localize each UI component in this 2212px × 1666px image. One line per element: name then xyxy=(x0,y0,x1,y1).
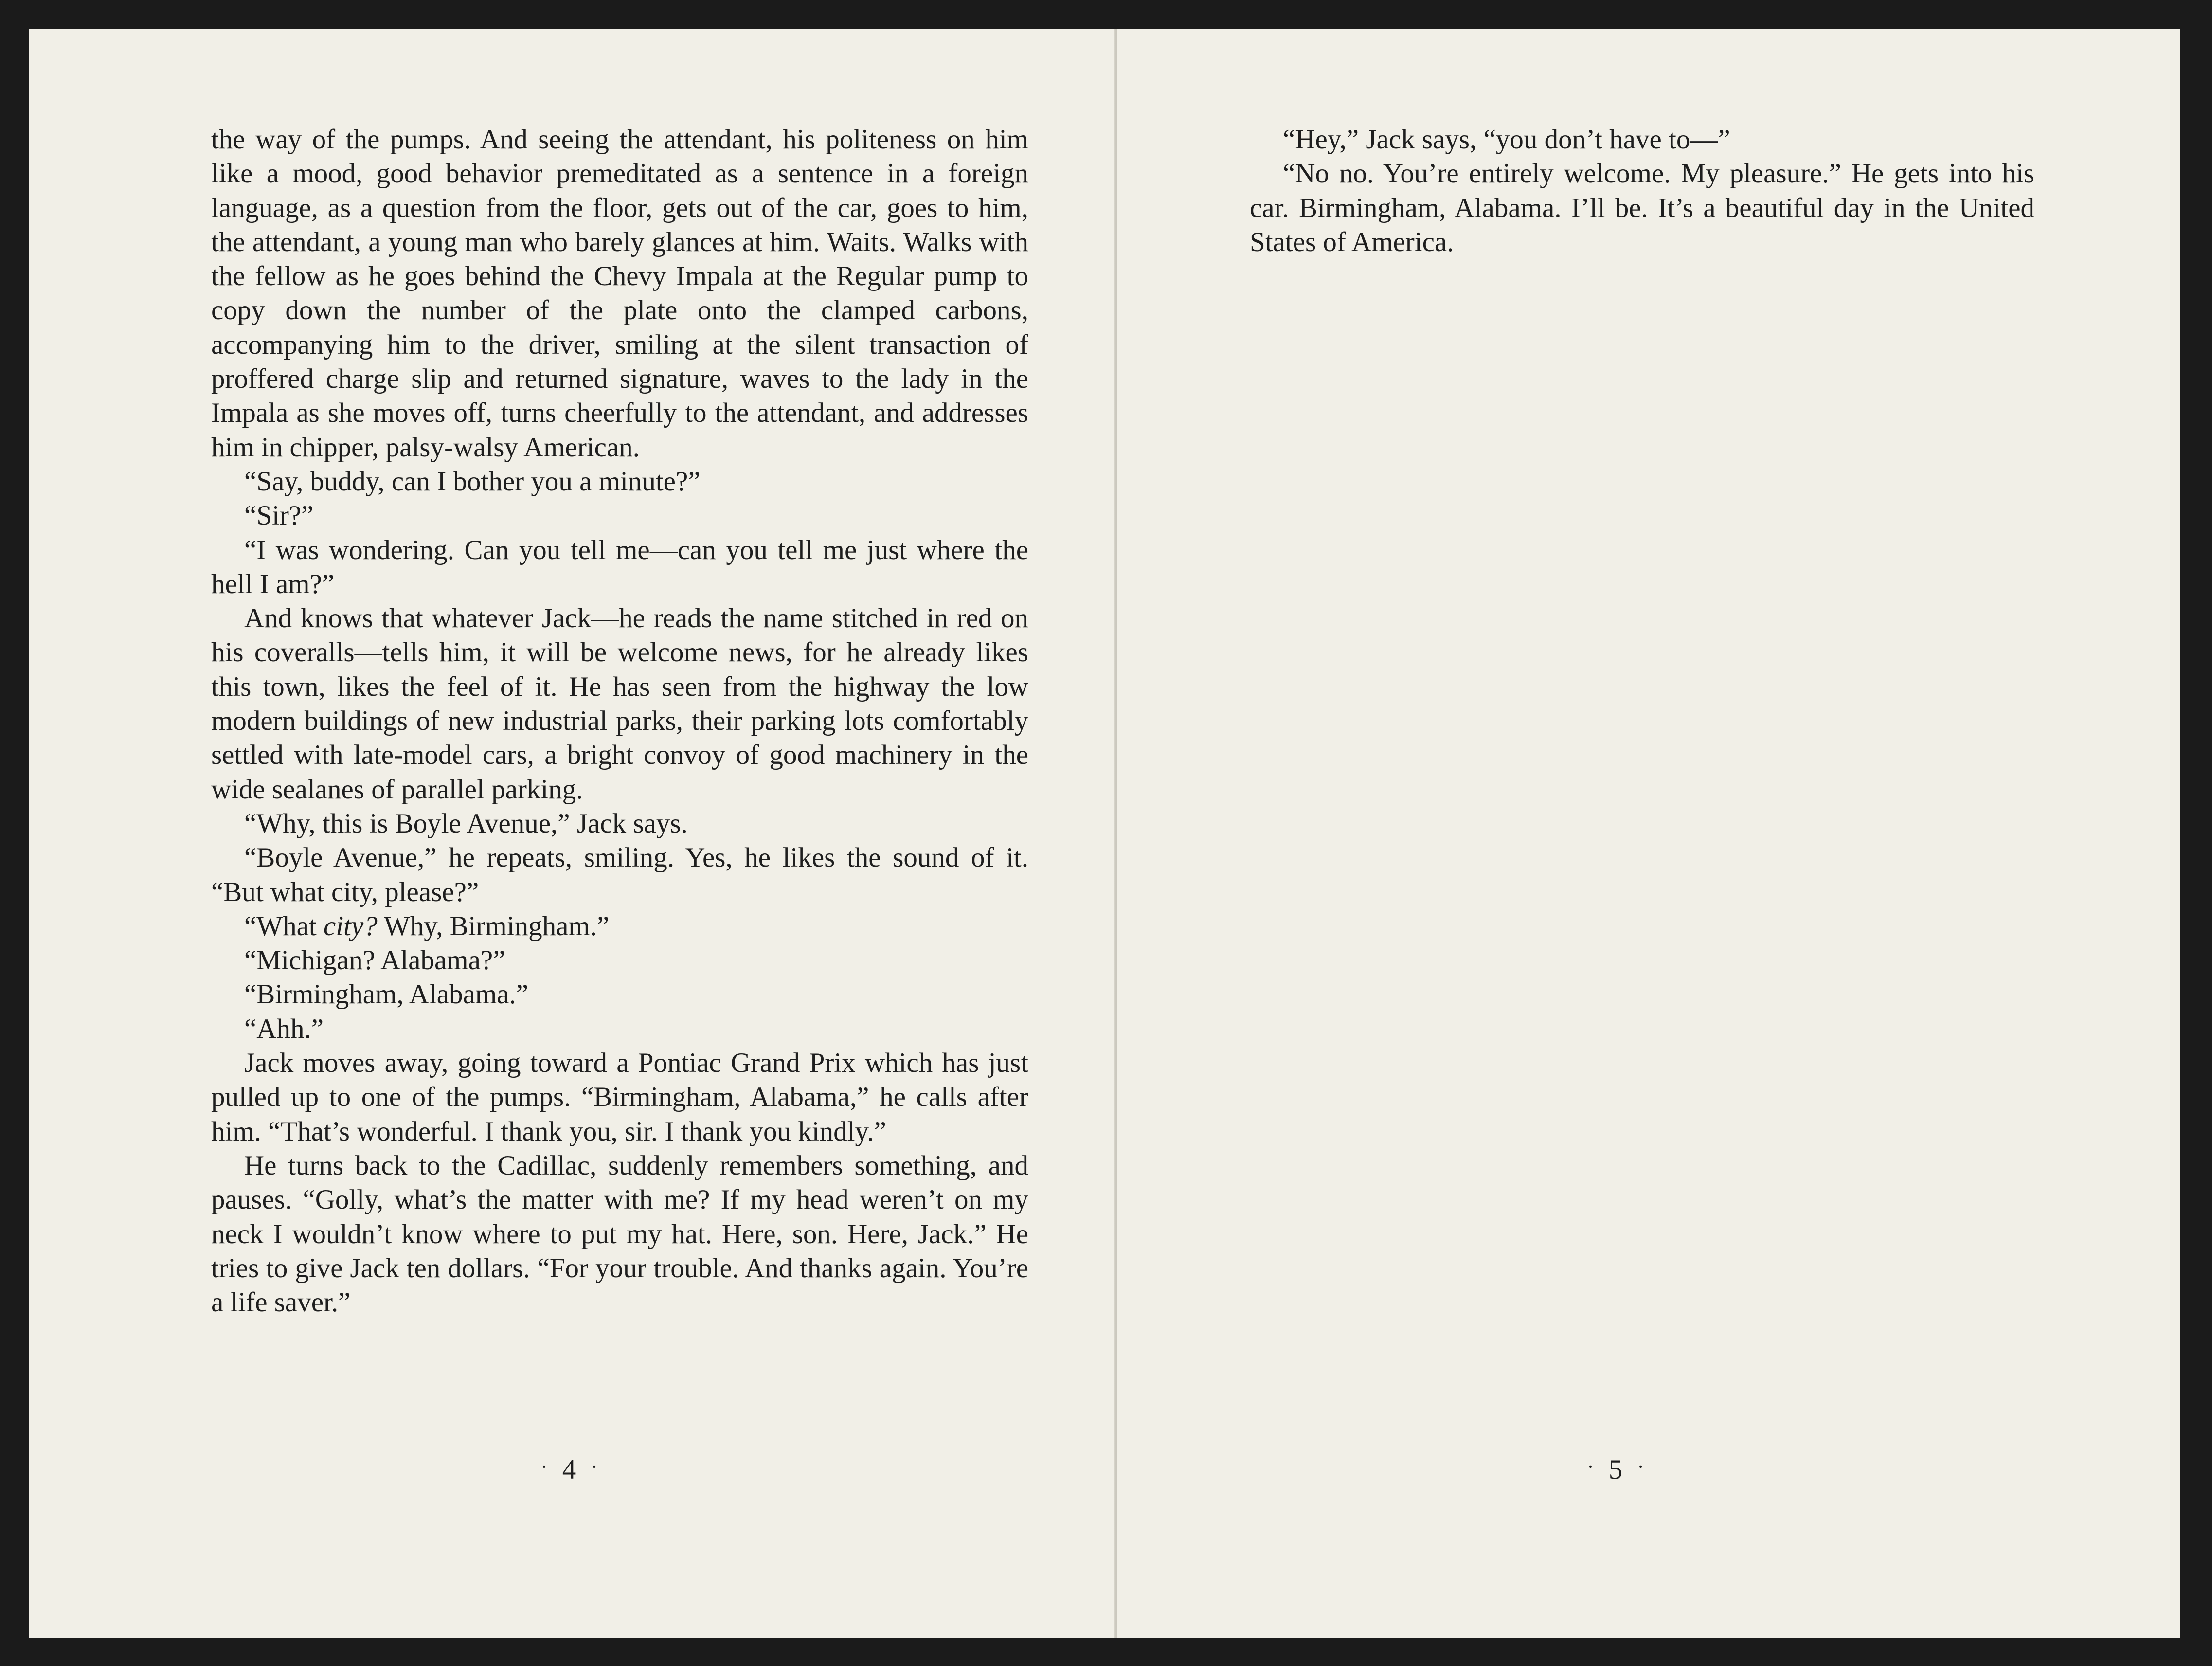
right-page xyxy=(1117,29,2180,1638)
folio-dot: · xyxy=(1587,1455,1594,1479)
page-number xyxy=(1552,1454,1679,1485)
paragraph: “Why, this is Boyle Avenue,” Jack says. xyxy=(244,808,688,839)
paragraph xyxy=(211,909,1028,943)
folio-dot: · xyxy=(540,1455,548,1479)
paragraph: And knows that whatever Jack—he reads the name stitched in red on his coveralls—tells him, it will be welcome news, for he already likes this town, likes the feel of it. He has seen from the highway the low modern buildings of new industrial parks, their parking lots comfortably settled with late-model cars, a bright convoy of good machinery in the wide sealanes of parallel parking. xyxy=(211,603,1028,805)
paragraph: “Say, buddy, can I bother you a minute?” xyxy=(244,466,701,497)
folio-dot: · xyxy=(591,1455,598,1479)
right-page-text xyxy=(1250,123,2034,259)
page-number-value: 4 xyxy=(562,1454,576,1485)
paragraph-text: Why, Birmingham.” xyxy=(377,910,610,942)
paragraph: the way of the pumps. And seeing the attendant, his politeness on him like a mood, good behavior premeditated as a sentence in a foreign language, as a question from the floor, gets out of the car, goes to him, the attendant, a young man who barely glances at him. Waits. Walks with the fellow as he goes behind the Chevy Impala at the Regular pump to copy down the number of the plate onto the clamped carbons, accompanying him to the driver, smiling at the silent transaction of proffered charge slip and returned signature, waves to the lady in the Impala as she moves off, turns cheerfully to the attendant, and addresses him in chipper, palsy-walsy American. xyxy=(211,124,1028,463)
paragraph: Jack moves away, going toward a Pontiac Grand Prix which has just pulled up to one of the pumps. “Birmingham, Alabama,” he calls after him. “That’s wonderful. I thank you, sir. I thank you kindly.” xyxy=(211,1048,1028,1147)
left-page-text xyxy=(211,123,1028,1320)
left-page xyxy=(29,29,1115,1638)
paragraph: “No no. You’re entirely welcome. My pleasure.” He gets into his car. Birmingham, Alabama. I’ll be. It’s a beautiful day in the United States of America. xyxy=(1250,158,2034,257)
page-number-value: 5 xyxy=(1608,1454,1623,1485)
folio-dot: · xyxy=(1637,1455,1644,1479)
page-number xyxy=(506,1454,632,1485)
paragraph: “Ahh.” xyxy=(244,1013,324,1044)
paragraph: “I was wondering. Can you tell me—can you tell me just where the hell I am?” xyxy=(211,534,1028,599)
italic-text: city? xyxy=(323,910,378,942)
paragraph: He turns back to the Cadillac, suddenly remembers something, and pauses. “Golly, what’s the matter with me? If my head weren’t on my neck I wouldn’t know where to put my hat. Here, son. Here, Jack.” He tries to give Jack ten dollars. “For your trouble. And thanks again. You’re a life saver.” xyxy=(211,1150,1028,1318)
paragraph: “Michigan? Alabama?” xyxy=(244,945,505,976)
paragraph: “Boyle Avenue,” he repeats, smiling. Yes, he likes the sound of it. “But what city, please?” xyxy=(211,842,1028,907)
paragraph: “Birmingham, Alabama.” xyxy=(244,979,529,1010)
paragraph: “Hey,” Jack says, “you don’t have to—” xyxy=(1283,124,1730,155)
paragraph: “Sir?” xyxy=(244,500,314,531)
paragraph-text: “What xyxy=(244,910,324,942)
